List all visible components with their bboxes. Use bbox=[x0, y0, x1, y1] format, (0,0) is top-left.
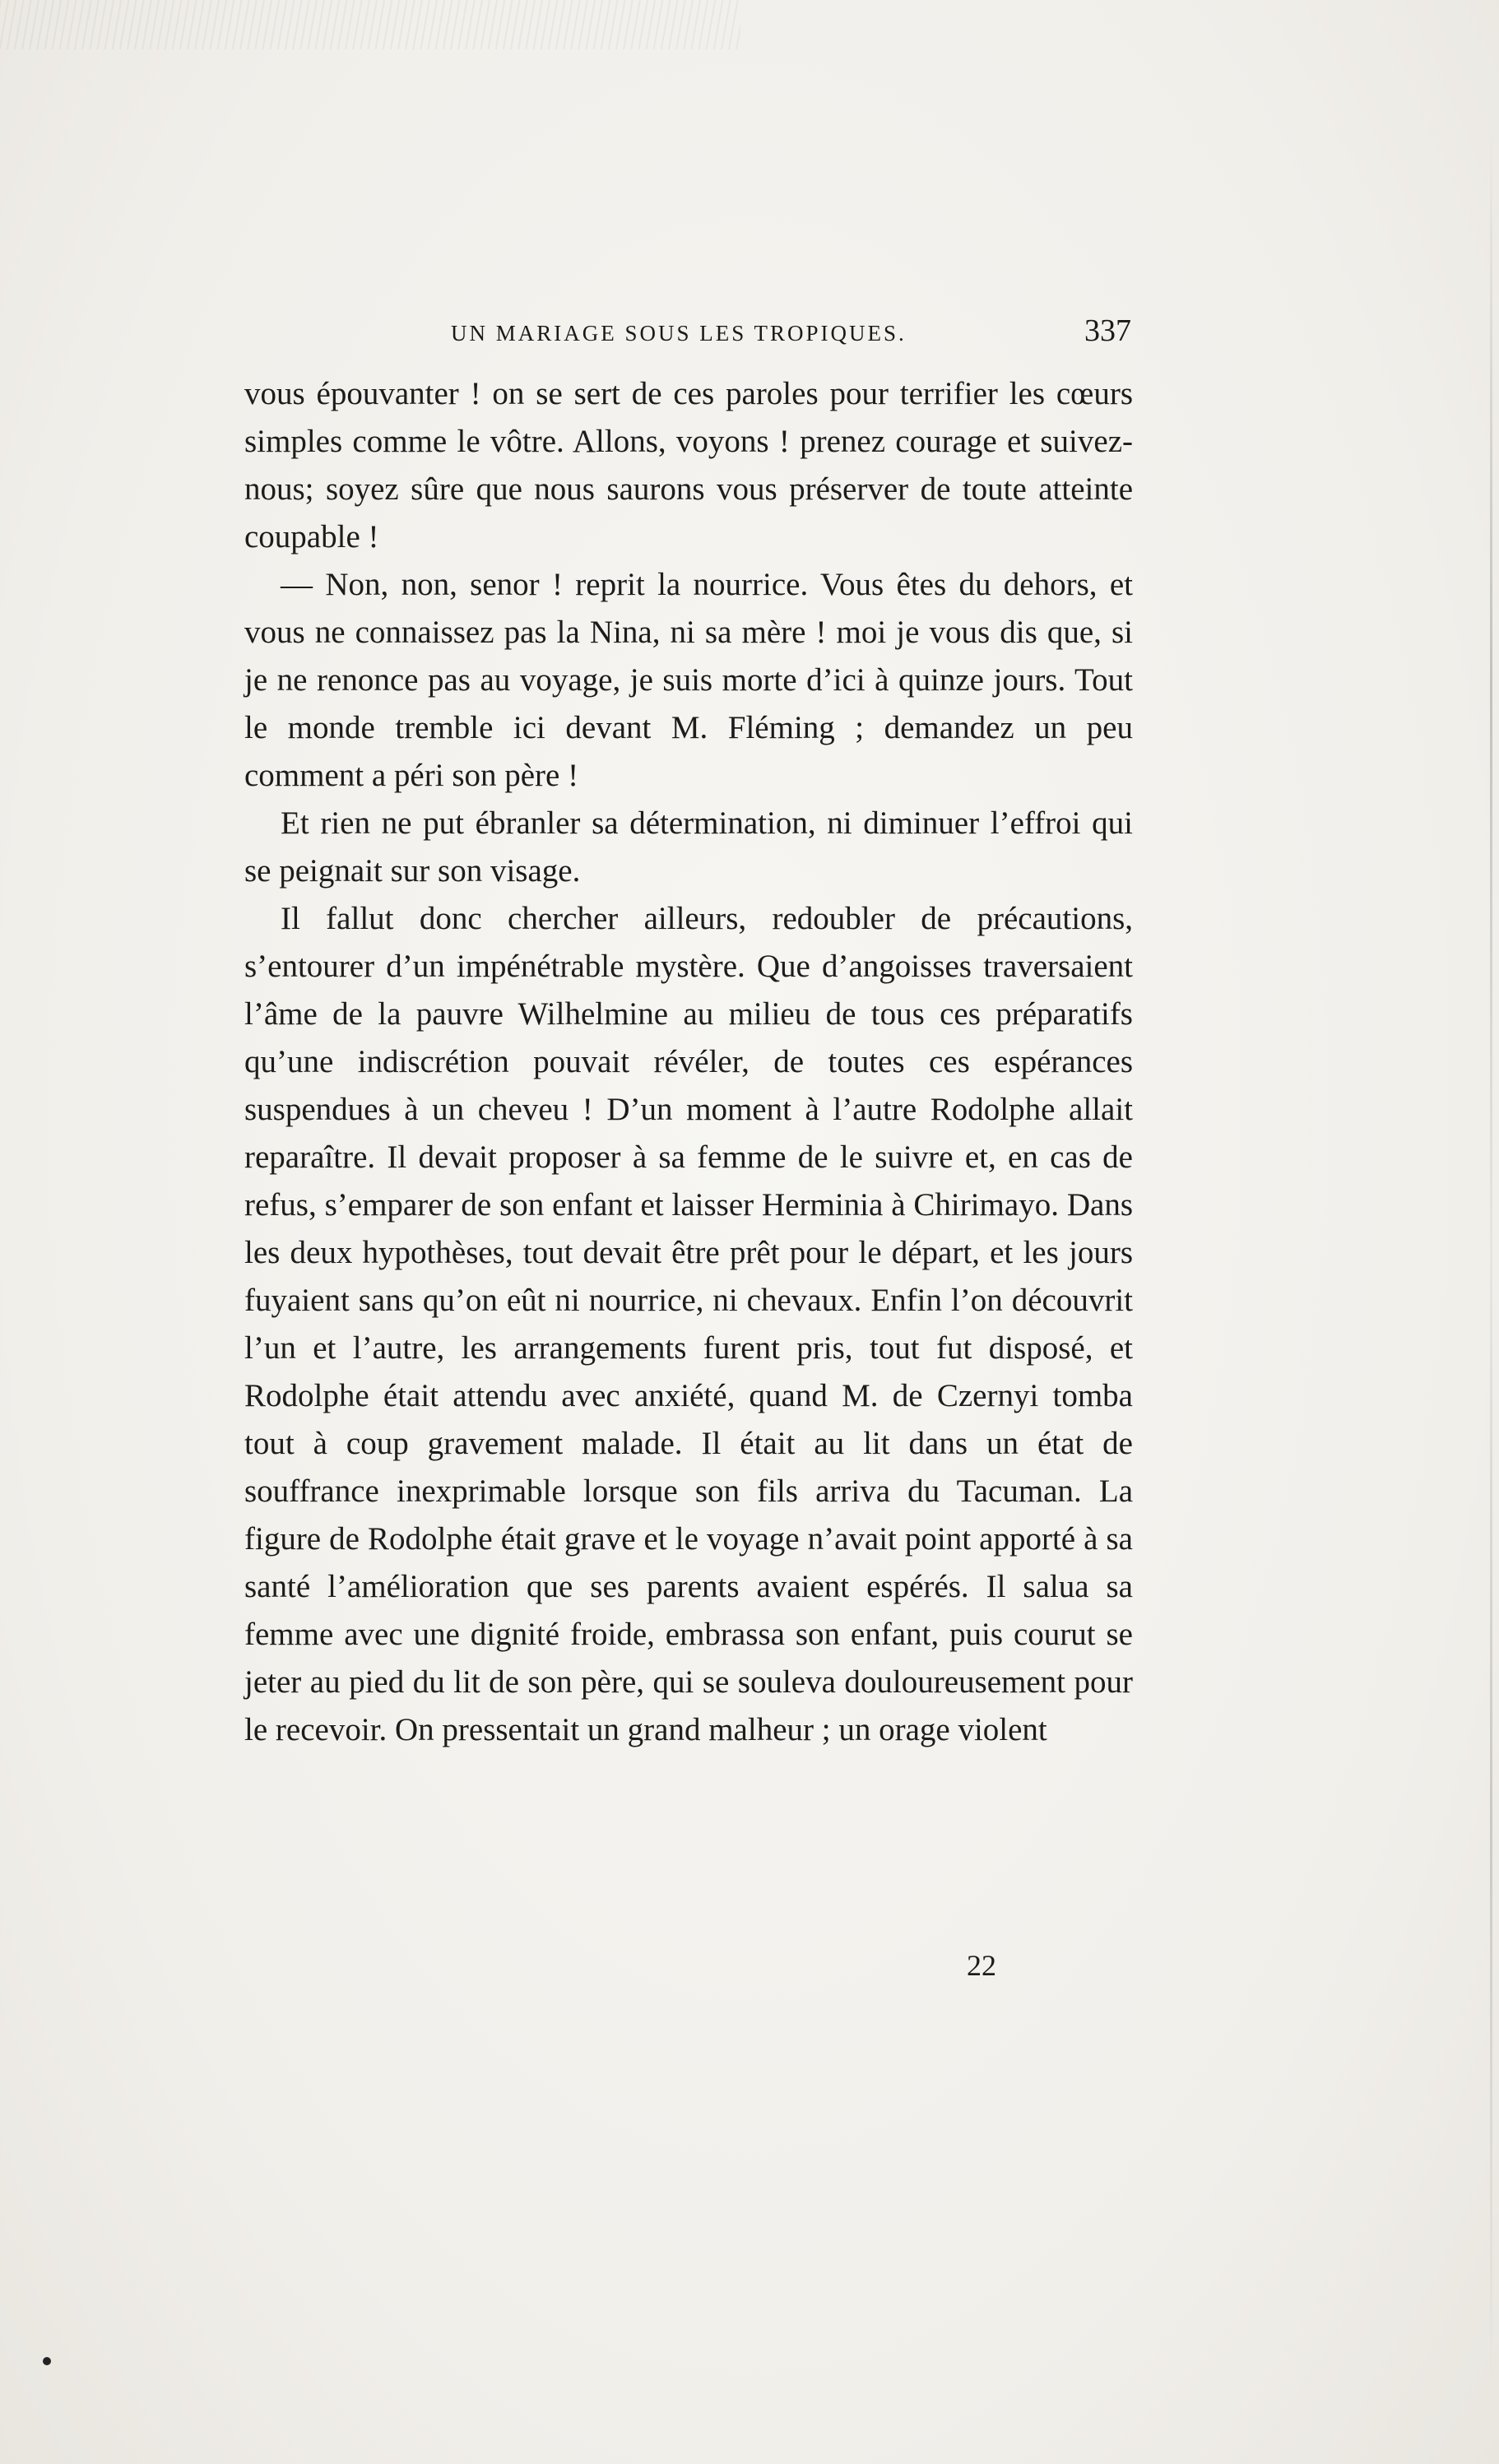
page-number: 337 bbox=[1084, 313, 1131, 348]
paragraph: vous épouvanter ! on se sert de ces paroles pour terrifier les cœurs simples comme le vôtre. Allons, voyons ! prenez courage et suivez-nous; soyez sûre que nous saurons vous préserver de toute atteinte coupable ! bbox=[244, 376, 1133, 555]
page-edge-shadow bbox=[1490, 123, 1492, 2386]
paragraph: — Non, non, senor ! reprit la nourrice. Vous êtes du dehors, et vous ne connaissez pas la Nina, ni sa mère ! moi je vous dis que, si je ne renonce pas au voyage, je suis morte d’ici à quinze jours. Tout le monde tremble ici devant M. Fléming ; demandez un peu comment a péri son père ! bbox=[244, 567, 1133, 793]
body-text bbox=[244, 370, 1133, 1754]
ink-dot bbox=[43, 2357, 51, 2365]
signature-mark: 22 bbox=[967, 1949, 996, 1982]
paragraph: Et rien ne put ébranler sa détermination, ni diminuer l’effroi qui se peignait sur son visage. bbox=[244, 805, 1133, 889]
paragraph: Il fallut donc chercher ailleurs, redoubler de précautions, s’entourer d’un impénétrable mystère. Que d’angoisses traversaient l’âme de la pauvre Wilhelmine au milieu de tous ces préparatifs qu’une indiscrétion pouvait révéler, de toutes ces espérances suspendues à un cheveu ! D’un moment à l’autre Rodolphe allait reparaître. Il devait proposer à sa femme de le suivre et, en cas de refus, s’emparer de son enfant et laisser Herminia à Chirimayo. Dans les deux hypothèses, tout devait être prêt pour le départ, et les jours fuyaient sans qu’on eût ni nourrice, ni chevaux. Enfin l’on découvrit l’un et l’autre, les arrangements furent pris, tout fut disposé, et Rodolphe était attendu avec anxiété, quand M. de Czernyi tomba tout à coup gravement malade. Il était au lit dans un état de souffrance inexprimable lorsque son fils arriva du Tacuman. La figure de Rodolphe était grave et le voyage n’avait point apporté à sa santé l’amélioration que ses parents avaient espérés. Il salua sa femme avec une dignité froide, embrassa son enfant, puis courut se jeter au pied du lit de son père, qui se souleva douloureusement pour le recevoir. On pressentait un grand malheur ; un orage violent bbox=[244, 901, 1133, 1747]
page-header bbox=[247, 313, 1131, 362]
print-speckle bbox=[0, 0, 740, 49]
running-head: UN MARIAGE SOUS LES TROPIQUES. bbox=[451, 321, 907, 346]
